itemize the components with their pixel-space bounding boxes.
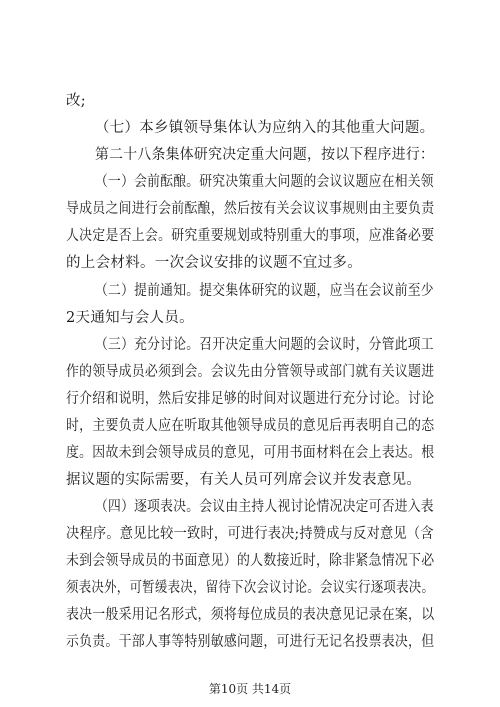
text-line: 第二十八条集体研究决定重大问题，按以下程序进行： [95, 147, 435, 163]
text-line: 决程序。意见比较一致时，可进行表决;持赞成与反对意见（含 [66, 526, 434, 542]
text-line: 须表决外，可暂缓表决，留待下次会议讨论。会议实行逐项表决。 [66, 580, 435, 596]
text-line: 度。因故未到会领导成员的意见，可用书面材料在会上表达。根 [66, 445, 435, 461]
text-line: （三）充分讨论。召开决定重大问题的会议时，分管此项工 [95, 337, 434, 353]
text-line: 据议题的实际需要，有关人员可列席会议并发表意见。 [66, 472, 422, 488]
text-line: 未到会领导成员的书面意见）的人数接近时，除非紧急情况下必 [66, 553, 435, 569]
text-line: 表决一般采用记名形式，须将每位成员的表决意见记录在案，以 [66, 607, 435, 623]
text-line: （四）逐项表决。会议由主持人视讨论情况决定可否进入表 [95, 499, 434, 515]
page-footer: 第10页 共14页 [208, 682, 292, 696]
text-line: 2天通知与会人员。 [66, 310, 194, 326]
text-line: 行介绍和说明，然后安排足够的时间对议题进行充分讨论。讨论 [66, 391, 435, 407]
text-line: 示负责。干部人事等特别敏感问题，可进行无记名投票表决，但 [66, 634, 435, 650]
text-line: （七）本乡镇领导集体认为应纳入的其他重大问题。 [95, 120, 435, 136]
text-line: 的上会材料。一次会议安排的议题不宜过多。 [66, 255, 362, 271]
text-line: 改; [66, 93, 86, 109]
text-line: 导成员之间进行会前酝酿，然后按有关会议议事规则由主要负责 [66, 201, 435, 217]
text-line: 作的领导成员必须到会。会议先由分管领导或部门就有关议题进 [66, 364, 435, 380]
text-line: 时，主要负责人应在听取其他领导成员的意见后再表明自己的态 [66, 418, 435, 434]
text-line: 人决定是否上会。研究重要规划或特别重大的事项，应准备必要 [66, 228, 435, 244]
text-line: （一）会前酝酿。研究决策重大问题的会议议题应在相关领 [95, 174, 434, 190]
text-line: （二）提前通知。提交集体研究的议题，应当在会议前至少 [95, 283, 434, 299]
